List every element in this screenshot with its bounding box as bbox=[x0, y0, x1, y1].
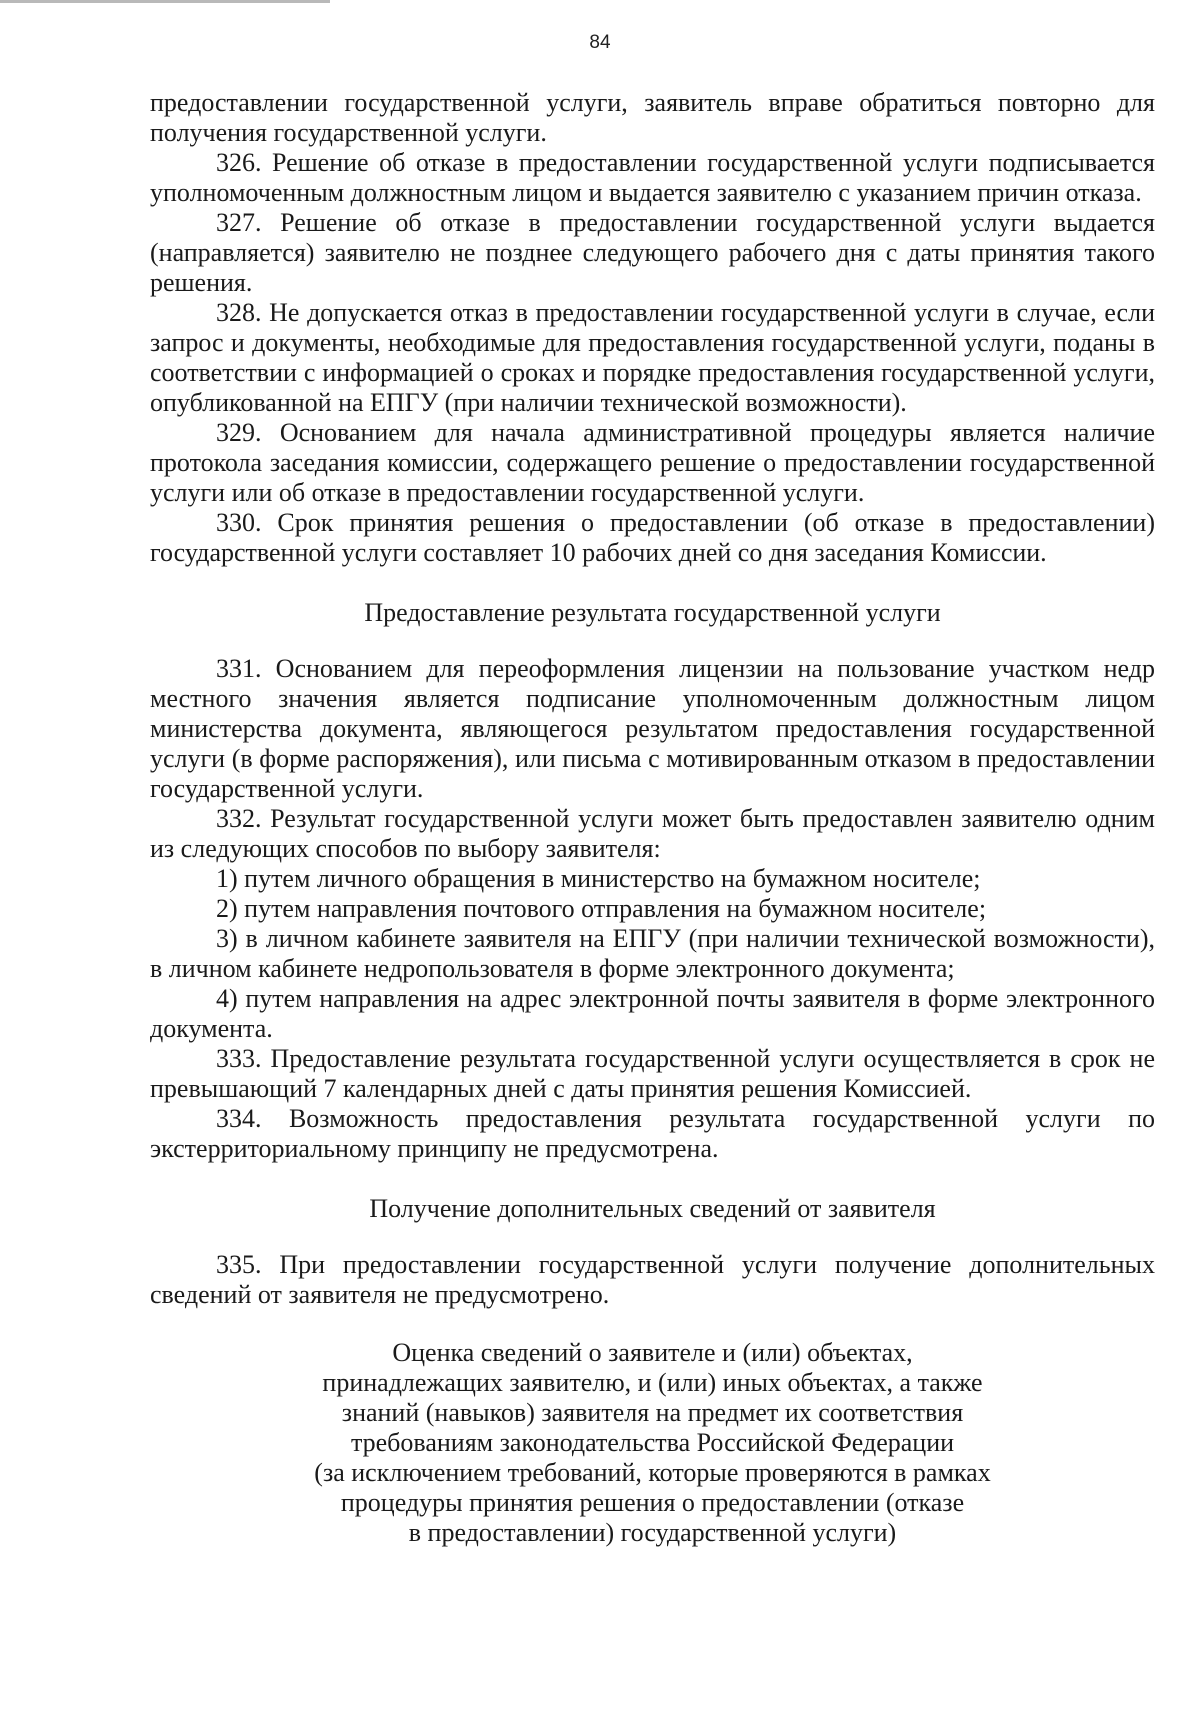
paragraph-326: 326. Решение об отказе в предоставлении государственной услуги подписывается уполномоченным должностным лицом и выдается заявителю с указанием причин отказа. bbox=[150, 148, 1155, 207]
section-heading-assessment bbox=[150, 1338, 1155, 1548]
list-item-332-4: 4) путем направления на адрес электронной почты заявителя в форме электронного документа. bbox=[150, 984, 1155, 1043]
paragraph-332: 332. Результат государственной услуги может быть предоставлен заявителю одним из следующих способов по выбору заявителя: bbox=[150, 804, 1155, 863]
paragraph-330: 330. Срок принятия решения о предоставлении (об отказе в предоставлении) государственной услуги составляет 10 рабочих дней со дня заседания Комиссии. bbox=[150, 508, 1155, 567]
heading-line: в предоставлении) государственной услуги) bbox=[408, 1518, 897, 1547]
page-number: 84 bbox=[589, 32, 611, 53]
paragraph-333: 333. Предоставление результата государственной услуги осуществляется в срок не превышающий 7 календарных дней с даты принятия решения Комиссией. bbox=[150, 1044, 1155, 1103]
scan-edge-mark bbox=[0, 0, 330, 3]
paragraph-335: 335. При предоставлении государственной услуги получение дополнительных сведений от заявителя не предусмотрено. bbox=[150, 1250, 1155, 1309]
heading-line: знаний (навыков) заявителя на предмет их соответствия bbox=[341, 1398, 964, 1427]
heading-line: принадлежащих заявителю, и (или) иных объектах, а также bbox=[322, 1368, 983, 1397]
list-item-332-3: 3) в личном кабинете заявителя на ЕПГУ (при наличии технической возможности), в личном кабинете недропользователя в форме электронного документа; bbox=[150, 924, 1155, 983]
section-heading-additional: Получение дополнительных сведений от заявителя bbox=[369, 1194, 936, 1223]
document-body bbox=[150, 88, 1155, 1548]
heading-line: Оценка сведений о заявителе и (или) объектах, bbox=[392, 1338, 913, 1367]
heading-line: процедуры принятия решения о предоставлении (отказе bbox=[340, 1488, 965, 1517]
list-item-332-2: 2) путем направления почтового отправления на бумажном носителе; bbox=[216, 894, 987, 923]
heading-line: требованиям законодательства Российской Федерации bbox=[350, 1428, 955, 1457]
list-item-332-1: 1) путем личного обращения в министерство на бумажном носителе; bbox=[216, 864, 981, 893]
heading-line: (за исключением требований, которые проверяются в рамках bbox=[314, 1458, 991, 1487]
section-heading-result: Предоставление результата государственной услуги bbox=[364, 598, 941, 627]
paragraph-327: 327. Решение об отказе в предоставлении государственной услуги выдается (направляется) заявителю не позднее следующего рабочего дня с даты принятия такого решения. bbox=[150, 208, 1155, 297]
paragraph-331: 331. Основанием для переоформления лицензии на пользование участком недр местного значения является подписание уполномоченным должностным лицом министерства документа, являющегося результатом предоставления государственной услуги (в форме распоряжения), или письма с мотивированным отказом в предоставлении государственной услуги. bbox=[150, 654, 1155, 803]
paragraph-continuation: предоставлении государственной услуги, заявитель вправе обратиться повторно для получения государственной услуги. bbox=[150, 88, 1155, 147]
paragraph-334: 334. Возможность предоставления результата государственной услуги по экстерриториальному принципу не предусмотрена. bbox=[150, 1104, 1155, 1163]
paragraph-329: 329. Основанием для начала административной процедуры является наличие протокола заседания комиссии, содержащего решение о предоставлении государственной услуги или об отказе в предоставлении государственной услуги. bbox=[150, 418, 1155, 507]
paragraph-328: 328. Не допускается отказ в предоставлении государственной услуги в случае, если запрос и документы, необходимые для предоставления государственной услуги, поданы в соответствии с информацией о сроках и порядке предоставления государственной услуги, опубликованной на ЕПГУ (при наличии технической возможности). bbox=[150, 298, 1155, 417]
